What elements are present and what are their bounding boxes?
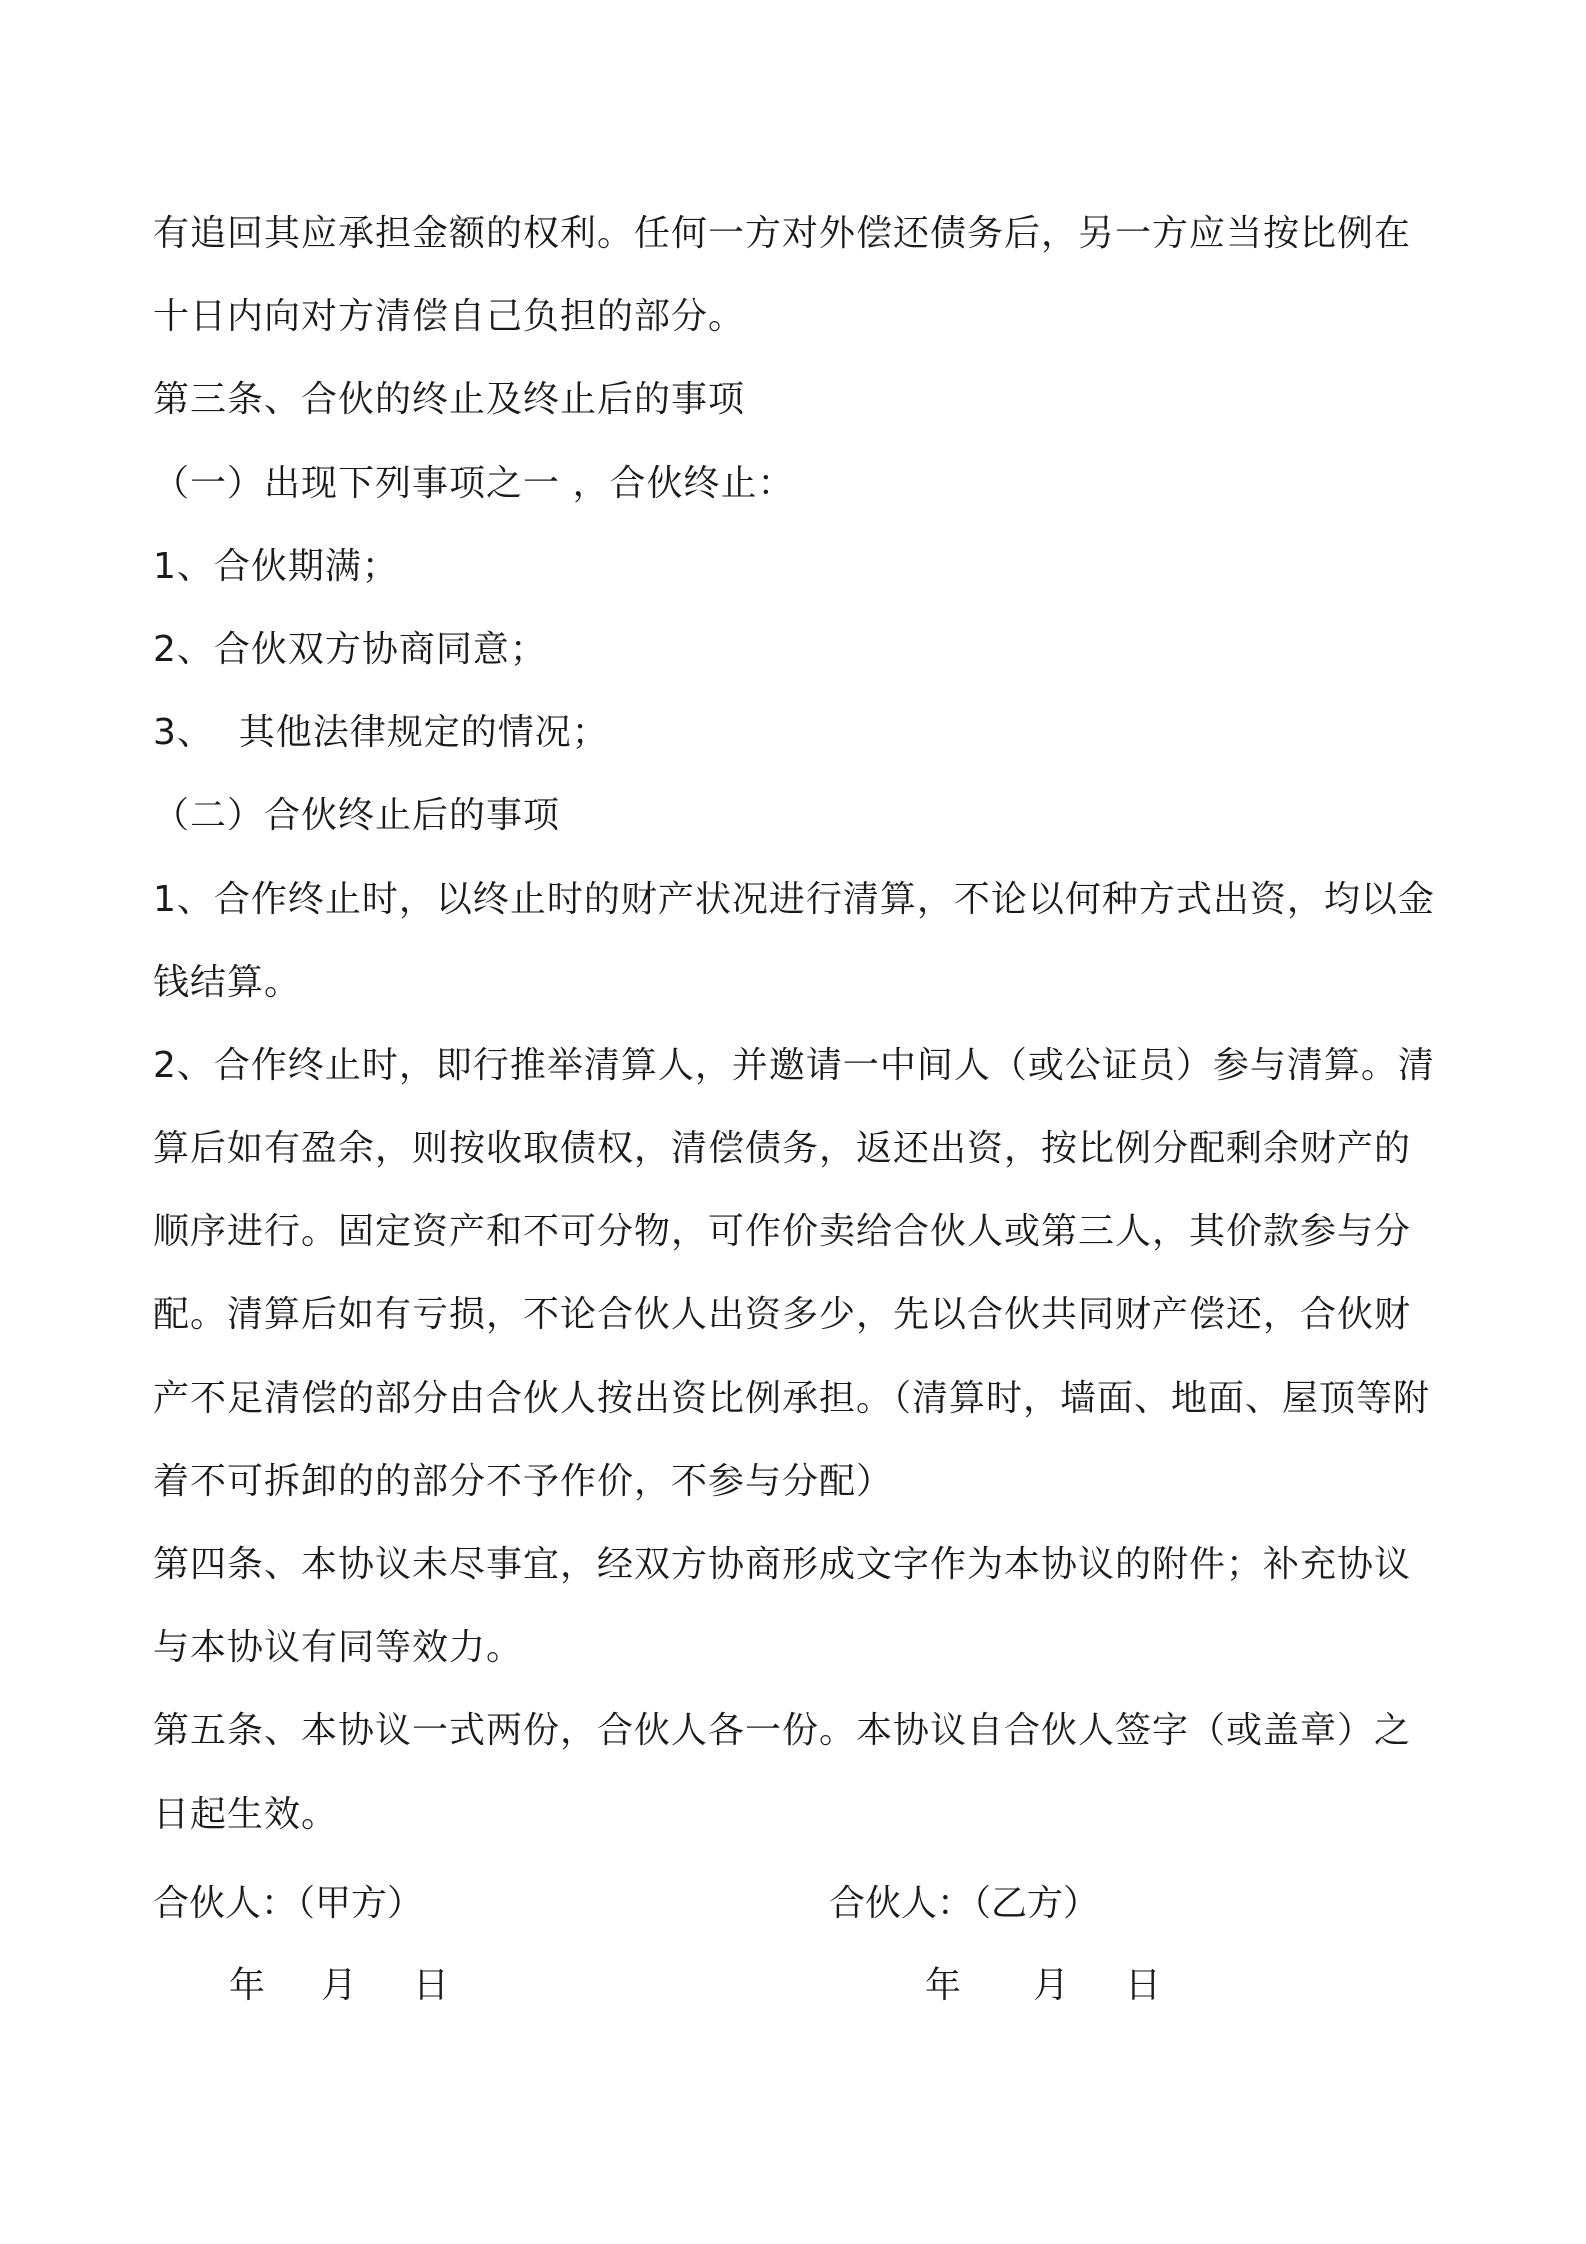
document-body <box>153 192 1433 1856</box>
text-line: 钱结算。 <box>153 961 302 1003</box>
text-line: 着不可拆卸的的部分不予作价，不参与分配） <box>153 1460 894 1502</box>
text-line: 十日内向对方清偿自己负担的部分。 <box>153 296 746 338</box>
list-item: 2、合伙双方协商同意； <box>153 628 547 670</box>
text-line: 有追回其应承担金额的权利。任何一方对外偿还债务后，另一方应当按比例在 <box>153 213 1412 254</box>
date-row <box>153 1944 1433 2027</box>
party-b-label: 合伙人：（乙方） <box>829 1883 1100 1924</box>
text-line: 顺序进行。固定资产和不可分物，可作价卖给合伙人或第三人，其价款参与分 <box>153 1211 1412 1253</box>
text-line: 配。清算后如有亏损，不论合伙人出资多少，先以合伙共同财产偿还，合伙财 <box>153 1294 1412 1336</box>
article-3-heading: 第三条、合伙的终止及终止后的事项 <box>153 379 746 421</box>
text-line: 算后如有盈余，则按收取债权，清偿债务，返还出资，按比例分配剩余财产的 <box>153 1128 1412 1170</box>
text-line: 产不足清偿的部分由合伙人按出资比例承担。（清算时，墙面、地面、屋顶等附 <box>153 1377 1431 1419</box>
article-5-text: 第五条、本协议一式两份，合伙人各一份。本协议自合伙人签字（或盖章）之 <box>153 1710 1412 1752</box>
party-a-month: 月 <box>321 1965 358 2006</box>
text-line: 2、合作终止时，即行推举清算人，并邀请一中间人（或公证员）参与清算。清 <box>153 1044 1435 1086</box>
party-a-label: 合伙人：（甲方） <box>153 1883 424 1924</box>
party-b-day: 日 <box>1125 1965 1162 2006</box>
party-a-day: 日 <box>413 1965 450 2006</box>
text-line: 日起生效。 <box>153 1793 339 1835</box>
party-b-month: 月 <box>1033 1965 1070 2006</box>
section-heading: （二）合伙终止后的事项 <box>153 795 561 837</box>
text-line: 1、合作终止时，以终止时的财产状况进行清算，不论以何种方式出资，均以金 <box>153 878 1435 920</box>
signature-row <box>153 1862 1433 1945</box>
text-line: 与本协议有同等效力。 <box>153 1627 524 1669</box>
party-a-year: 年 <box>229 1965 266 2006</box>
section-heading: （一）出现下列事项之一 ，合伙终止： <box>153 462 795 504</box>
article-4-text: 第四条、本协议未尽事宜，经双方协商形成文字作为本协议的附件；补充协议 <box>153 1544 1412 1585</box>
party-b-year: 年 <box>925 1965 962 2006</box>
list-item: 3、 其他法律规定的情况； <box>153 712 609 754</box>
list-item: 1、合伙期满； <box>153 545 399 587</box>
